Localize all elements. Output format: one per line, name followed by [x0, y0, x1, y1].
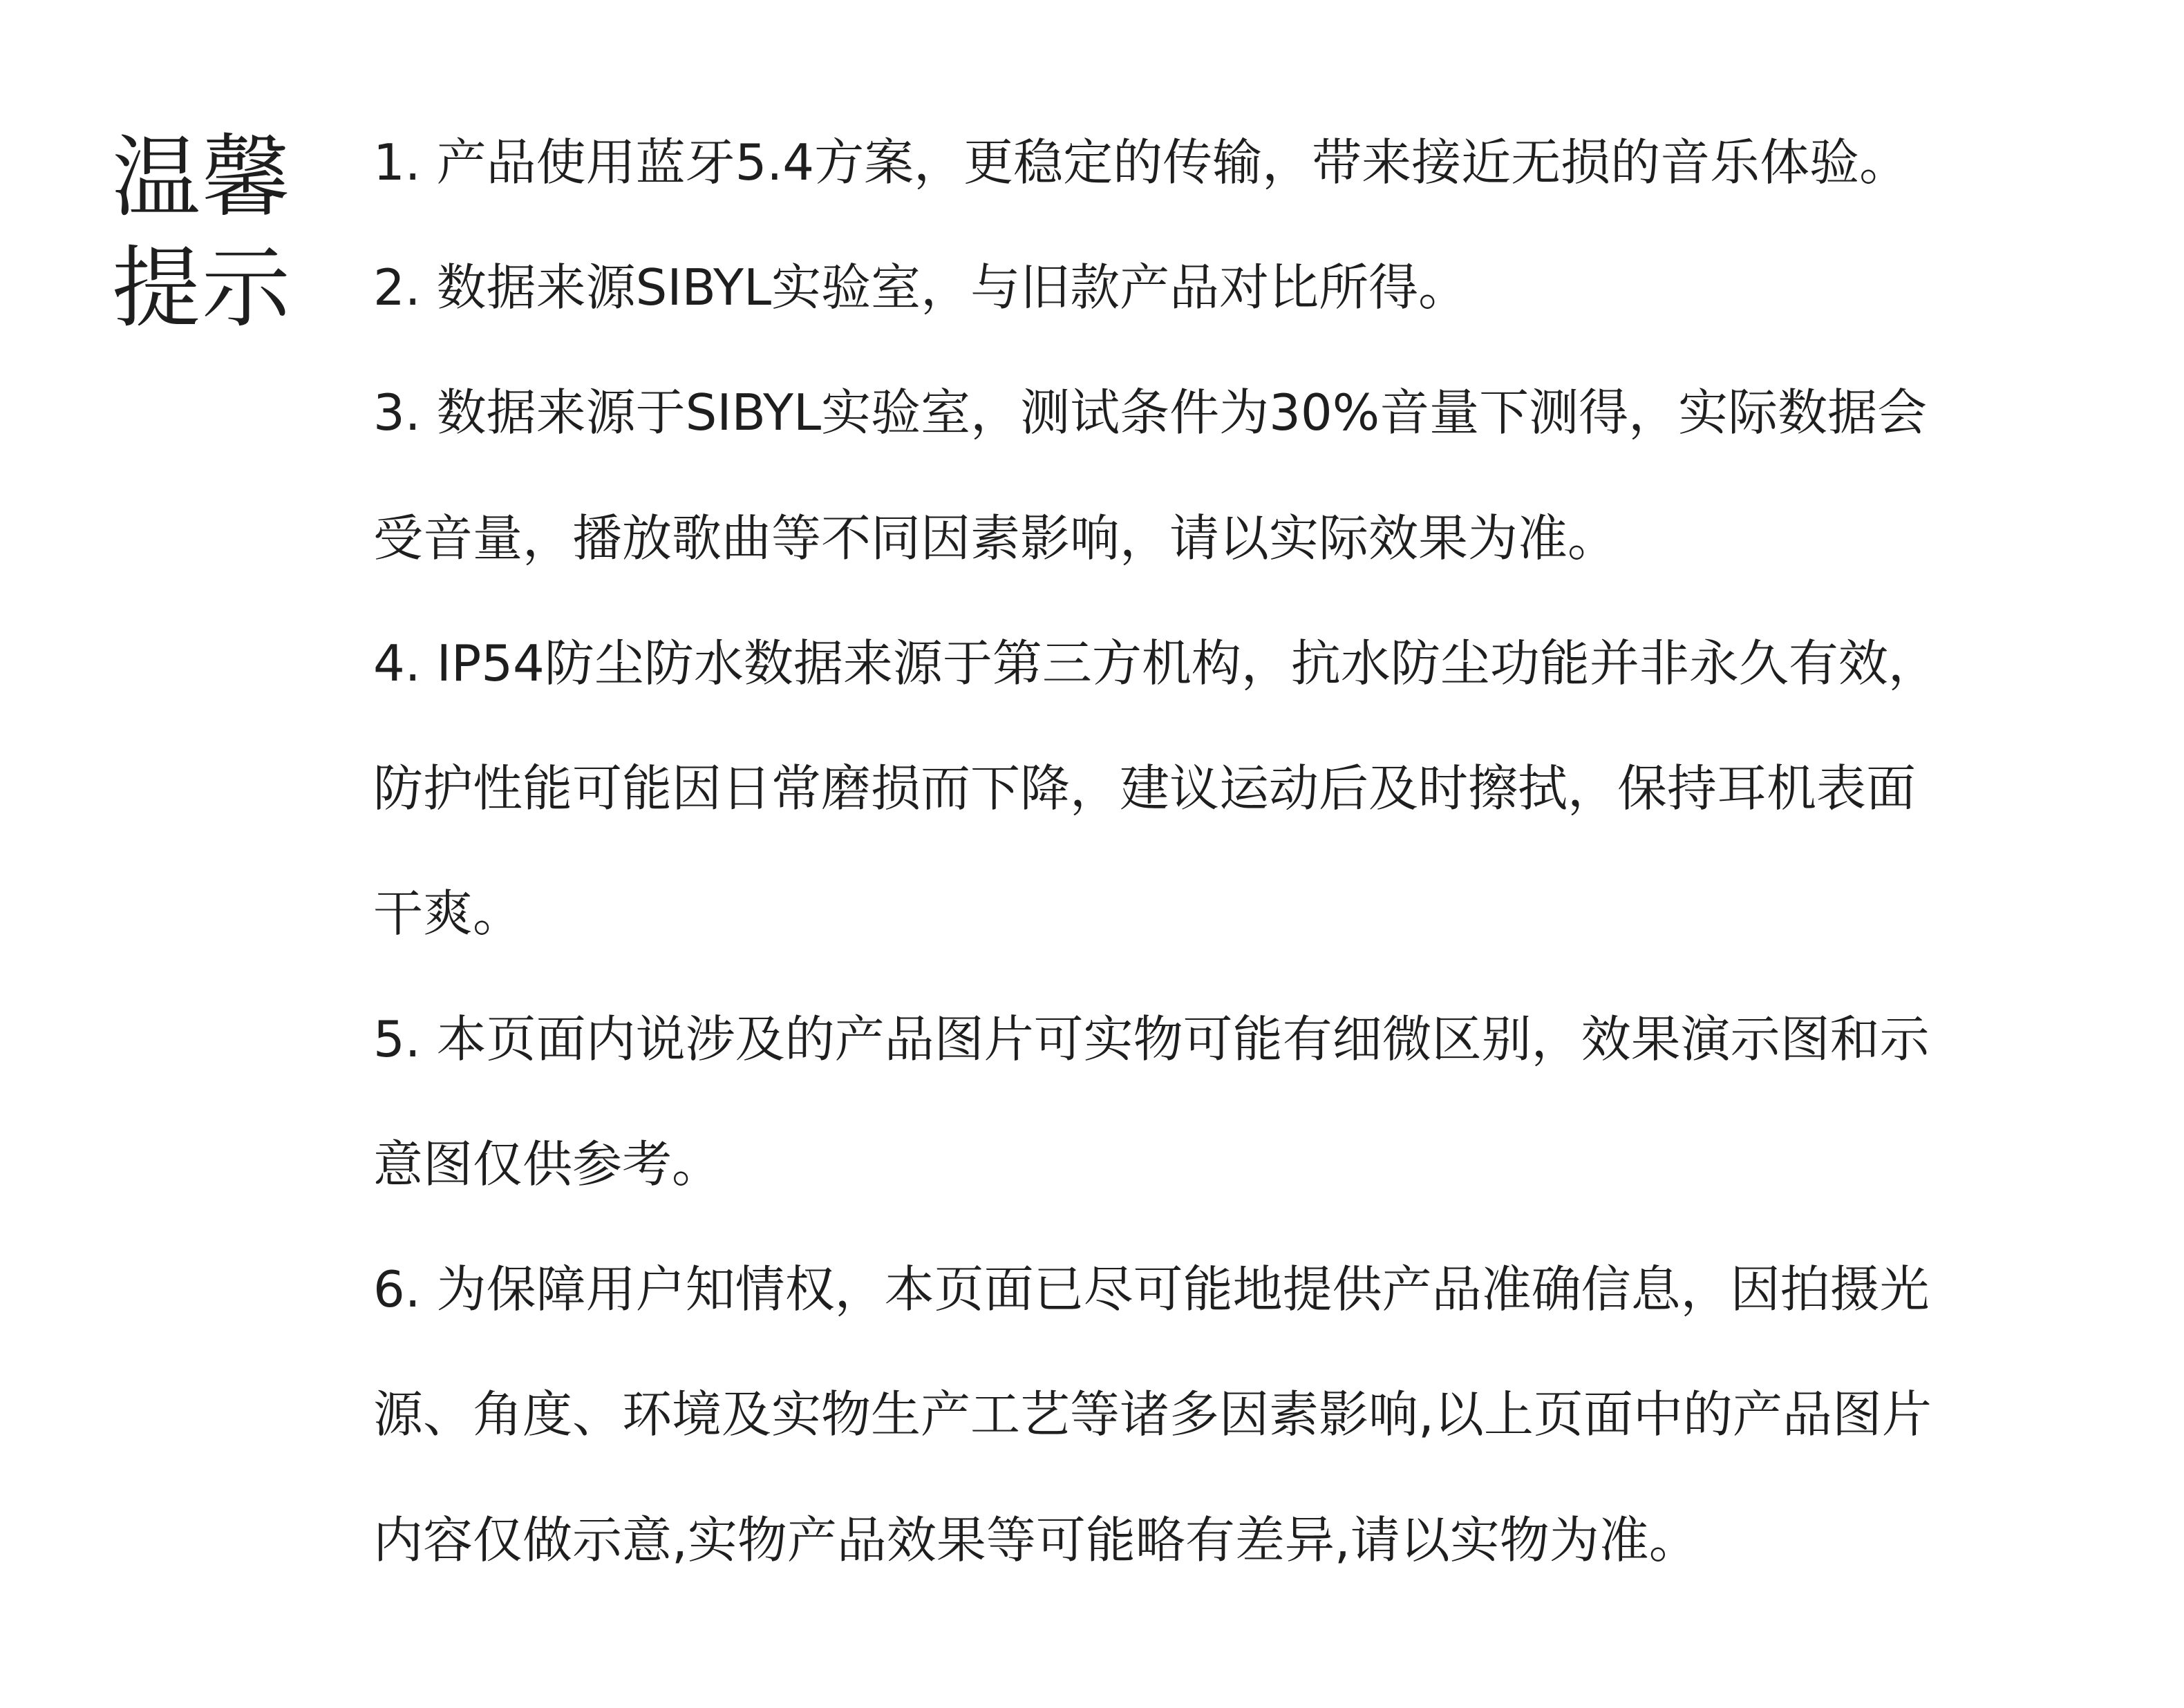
tip-4-line-1: 4. IP54防尘防水数据来源于第三方机构，抗水防尘功能并非永久有效， [373, 634, 1938, 692]
tip-2-line-1: 2. 数据来源SIBYL实验室，与旧款产品对比所得。 [373, 258, 1469, 316]
tip-4-line-2: 防护性能可能因日常磨损而下降，建议运动后及时擦拭，保持耳机表面 [373, 759, 1917, 817]
tip-3-line-1: 3. 数据来源于SIBYL实验室，测试条件为30%音量下测得，实际数据会 [373, 383, 1928, 442]
tip-5-line-2: 意图仅供参考。 [373, 1135, 722, 1193]
tip-6-line-2: 源、角度、环境及实物生产工艺等诸多因素影响,以上页面中的产品图片 [373, 1385, 1932, 1443]
heading-line-1: 温馨 [112, 126, 292, 229]
tip-3-line-2: 受音量，播放歌曲等不同因素影响，请以实际效果为准。 [373, 509, 1618, 567]
tip-1-line-1: 1. 产品使用蓝牙5.4方案，更稳定的传输，带来接近无损的音乐体验。 [373, 133, 1910, 191]
tip-5-line-1: 5. 本页面内说涉及的产品图片可实物可能有细微区别，效果演示图和示 [373, 1010, 1930, 1068]
tip-4-line-3: 干爽。 [373, 884, 523, 942]
tip-6-line-1: 6. 为保障用户知情权，本页面已尽可能地提供产品准确信息，因拍摄光 [373, 1260, 1930, 1318]
warm-tips-heading [112, 123, 292, 344]
heading-line-2: 提示 [112, 237, 292, 340]
tips-list [373, 0, 2115, 1708]
tip-6-line-3: 内容仅做示意,实物产品效果等可能略有差异,请以实物为准。 [373, 1511, 1699, 1569]
